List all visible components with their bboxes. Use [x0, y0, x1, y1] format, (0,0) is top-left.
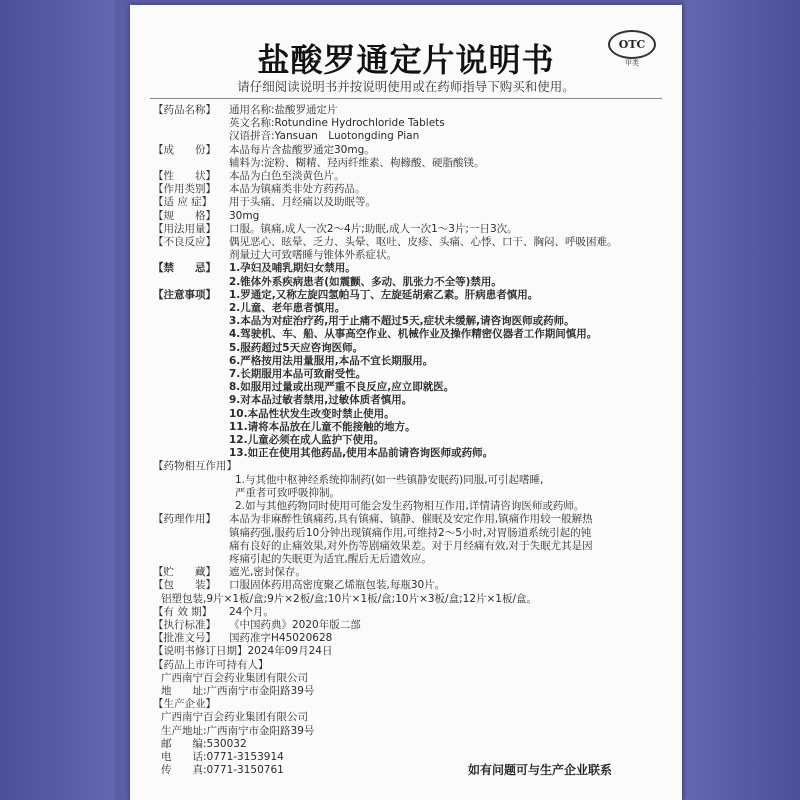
manufacturer-address-row	[153, 725, 668, 738]
interactions-line: 2.如与其他药物同时使用可能会发生药物相互作用,详情请咨询医师或药师。	[235, 500, 585, 513]
precaution-item: 6.严格按用法用量服用,本品不宜长期服用。	[229, 354, 434, 367]
precaution-item: 8.如服用过量或出现严重不良反应,应立即就医。	[229, 381, 455, 394]
validity-label: 【有 效 期】	[153, 605, 213, 618]
precautions-label: 【注意事项】	[153, 288, 216, 301]
standard-section	[153, 619, 668, 632]
header-divider	[150, 98, 662, 99]
storage-label: 【贮 藏】	[153, 566, 216, 579]
spec-value: 30mg	[229, 209, 260, 222]
contraindication-item: 1.孕妇及哺乳期妇女禁用。	[229, 262, 356, 275]
mah-address: 广西南宁市金阳路39号	[206, 684, 315, 697]
postal-row	[153, 738, 668, 751]
otc-logo: OTC	[608, 30, 656, 59]
indications-section	[153, 196, 668, 209]
reading-notice: 请仔细阅读说明书并按说明使用或在药师指导下购买和使用。	[237, 79, 575, 94]
fax-label: 传 真:	[161, 764, 207, 777]
background-right	[685, 0, 800, 800]
standard-label: 【执行标准】	[153, 618, 216, 631]
pharmacology-section	[153, 513, 668, 526]
interactions-line: 1.与其他中枢神经系统抑制药(如一些镇静安眠药)同服,可引起嗜睡,	[235, 473, 544, 486]
appearance-section	[153, 170, 668, 183]
standard-value: 《中国药典》2020年版二部	[229, 618, 361, 631]
validity-value: 24个月。	[229, 605, 274, 618]
packaging-label: 【包 装】	[153, 579, 216, 592]
drug-name-section	[153, 104, 668, 117]
category-section	[153, 183, 668, 196]
pharmacology-line: 痛有良好的止痛效果,对外伤等剧痛效果差。对于月经痛有效,对于失眠尤其是因	[229, 539, 593, 552]
phone-number: 0771-3153914	[206, 750, 284, 763]
background-left	[0, 0, 115, 800]
precaution-item: 2.儿童、老年患者慎用。	[229, 302, 346, 315]
precaution-item: 4.驾驶机、车、船、从事高空作业、机械作业及操作精密仪器者工作期间慎用。	[229, 328, 598, 341]
revision-label: 【说明书修订日期】	[153, 645, 248, 658]
approval-label: 【批准文号】	[153, 632, 216, 645]
leaflet-body	[153, 104, 668, 777]
fax-number: 0771-3150761	[206, 764, 284, 777]
precaution-item: 9.对本品过敏者禁用,过敏体质者慎用。	[229, 394, 413, 407]
pinyin-name: 汉语拼音:Yansuan Luotongding Pian	[229, 130, 420, 143]
storage-section	[153, 566, 668, 579]
manufacturer-name: 广西南宁百会药业集团有限公司	[161, 711, 308, 724]
dosage-value: 口服。镇痛,成人一次2～4片;助眠,成人一次1～3片;一日3次。	[229, 222, 518, 235]
adverse-section	[153, 236, 668, 249]
mah-address-label: 地 址:	[161, 684, 207, 697]
appearance-value: 本品为白色至淡黄色片。	[229, 170, 345, 183]
english-name: 英文名称:Rotundine Hydrochloride Tablets	[229, 117, 445, 130]
dosage-section	[153, 223, 668, 236]
precaution-item: 1.罗通定,又称左旋四氢帕马丁、左旋延胡索乙素。肝病患者慎用。	[229, 288, 539, 301]
adverse-label: 【不良反应】	[153, 236, 216, 249]
category-value: 本品为镇痛类非处方药药品。	[229, 183, 366, 196]
packaging-section	[153, 579, 668, 592]
composition-line-2: 辅料为:淀粉、糊精、羟丙纤维素、枸橼酸、硬脂酸镁。	[229, 156, 485, 169]
precautions-section	[153, 289, 668, 302]
contact-note: 如有问题可与生产企业联系	[468, 763, 613, 777]
indications-value: 用于头痛、月经痛以及助眠等。	[229, 196, 376, 209]
manufacturer-address-label: 生产地址:	[161, 724, 207, 737]
postal-label: 邮 编:	[161, 737, 207, 750]
manufacturer-label: 【生产企业】	[153, 698, 216, 711]
indications-label: 【适 应 症】	[153, 196, 213, 209]
generic-name: 通用名称:盐酸罗通定片	[229, 104, 338, 116]
precaution-item: 12.儿童必须在成人监护下使用。	[229, 434, 385, 447]
pharmacology-line: 疼痛引起的失眠更为适宜,醒后无后遗效应。	[229, 552, 432, 565]
interactions-line: 严重者可致呼吸抑制。	[235, 486, 340, 499]
mah-name: 广西南宁百会药业集团有限公司	[161, 671, 308, 684]
postal-code: 530032	[206, 737, 247, 750]
packaging-line-2: 铝塑包装,9片×1板/盒;9片×2板/盒;10片×1板/盒;10片×3板/盒;12片×1板/盒。	[161, 592, 538, 605]
spec-label: 【规 格】	[153, 209, 216, 222]
contraindication-item: 2.锥体外系疾病患者(如震颤、多动、肌张力不全等)禁用。	[229, 275, 502, 288]
revision-section	[153, 645, 668, 658]
precaution-item: 11.请将本品放在儿童不能接触的地方。	[229, 420, 416, 433]
packaging-line-1: 口服固体药用高密度聚乙烯瓶包装,每瓶30片。	[229, 579, 446, 592]
adverse-line-1: 偶见恶心、眩晕、乏力、头晕、呕吐、皮疹、头痛、心悸、口干、胸闷、呼吸困难。	[229, 236, 618, 249]
interactions-label: 【药物相互作用】	[153, 460, 237, 473]
spec-section	[153, 210, 668, 223]
validity-section	[153, 606, 668, 619]
pharmacology-line: 镇痛药强,服药后10分钟出现镇痛作用,可维持2～5小时,对胃肠道系统引起的钝	[229, 526, 592, 539]
pharmacology-label: 【药理作用】	[153, 513, 216, 526]
phone-label: 电 话:	[161, 750, 207, 763]
pharmacology-line: 本品为非麻醉性镇痛药,具有镇痛、镇静、催眠及安定作用,镇痛作用较一般解热	[229, 513, 593, 526]
approval-section	[153, 632, 668, 645]
composition-line-1: 本品每片含盐酸罗通定30mg。	[229, 143, 375, 156]
appearance-label: 【性 状】	[153, 170, 216, 183]
revision-value: 2024年09月24日	[247, 645, 333, 658]
precaution-item: 3.本品为对症治疗药,用于止痛不超过5天,症状未缓解,请咨询医师或药师。	[229, 315, 575, 328]
storage-value: 遮光,密封保存。	[229, 566, 306, 579]
precaution-item: 5.服药超过5天应咨询医师。	[229, 341, 364, 354]
approval-value: 国药准字H45020628	[229, 632, 333, 645]
document-title: 盐酸罗通定片说明书	[257, 41, 555, 79]
dosage-label: 【用法用量】	[153, 222, 216, 235]
otc-class-label: 甲类	[625, 59, 639, 67]
composition-section	[153, 144, 668, 157]
precaution-item: 7.长期服用本品可致耐受性。	[229, 368, 367, 381]
manufacturer-address: 广西南宁市金阳路39号	[206, 724, 315, 737]
mah-address-row	[153, 685, 668, 698]
precaution-item: 13.如正在使用其他药品,使用本品前请咨询医师或药师。	[229, 447, 494, 460]
contraindications-section	[153, 262, 668, 275]
leaflet-sheet	[130, 5, 682, 800]
drug-name-label: 【药品名称】	[153, 104, 216, 116]
mah-label: 【药品上市许可持有人】	[153, 658, 269, 671]
contraindications-label: 【禁 忌】	[153, 262, 216, 275]
adverse-line-2: 剂量过大可致嗜睡与锥体外系症状。	[229, 249, 397, 262]
category-label: 【作用类别】	[153, 183, 216, 196]
composition-label: 【成 份】	[153, 143, 216, 156]
precaution-item: 10.本品性状发生改变时禁止使用。	[229, 407, 395, 420]
